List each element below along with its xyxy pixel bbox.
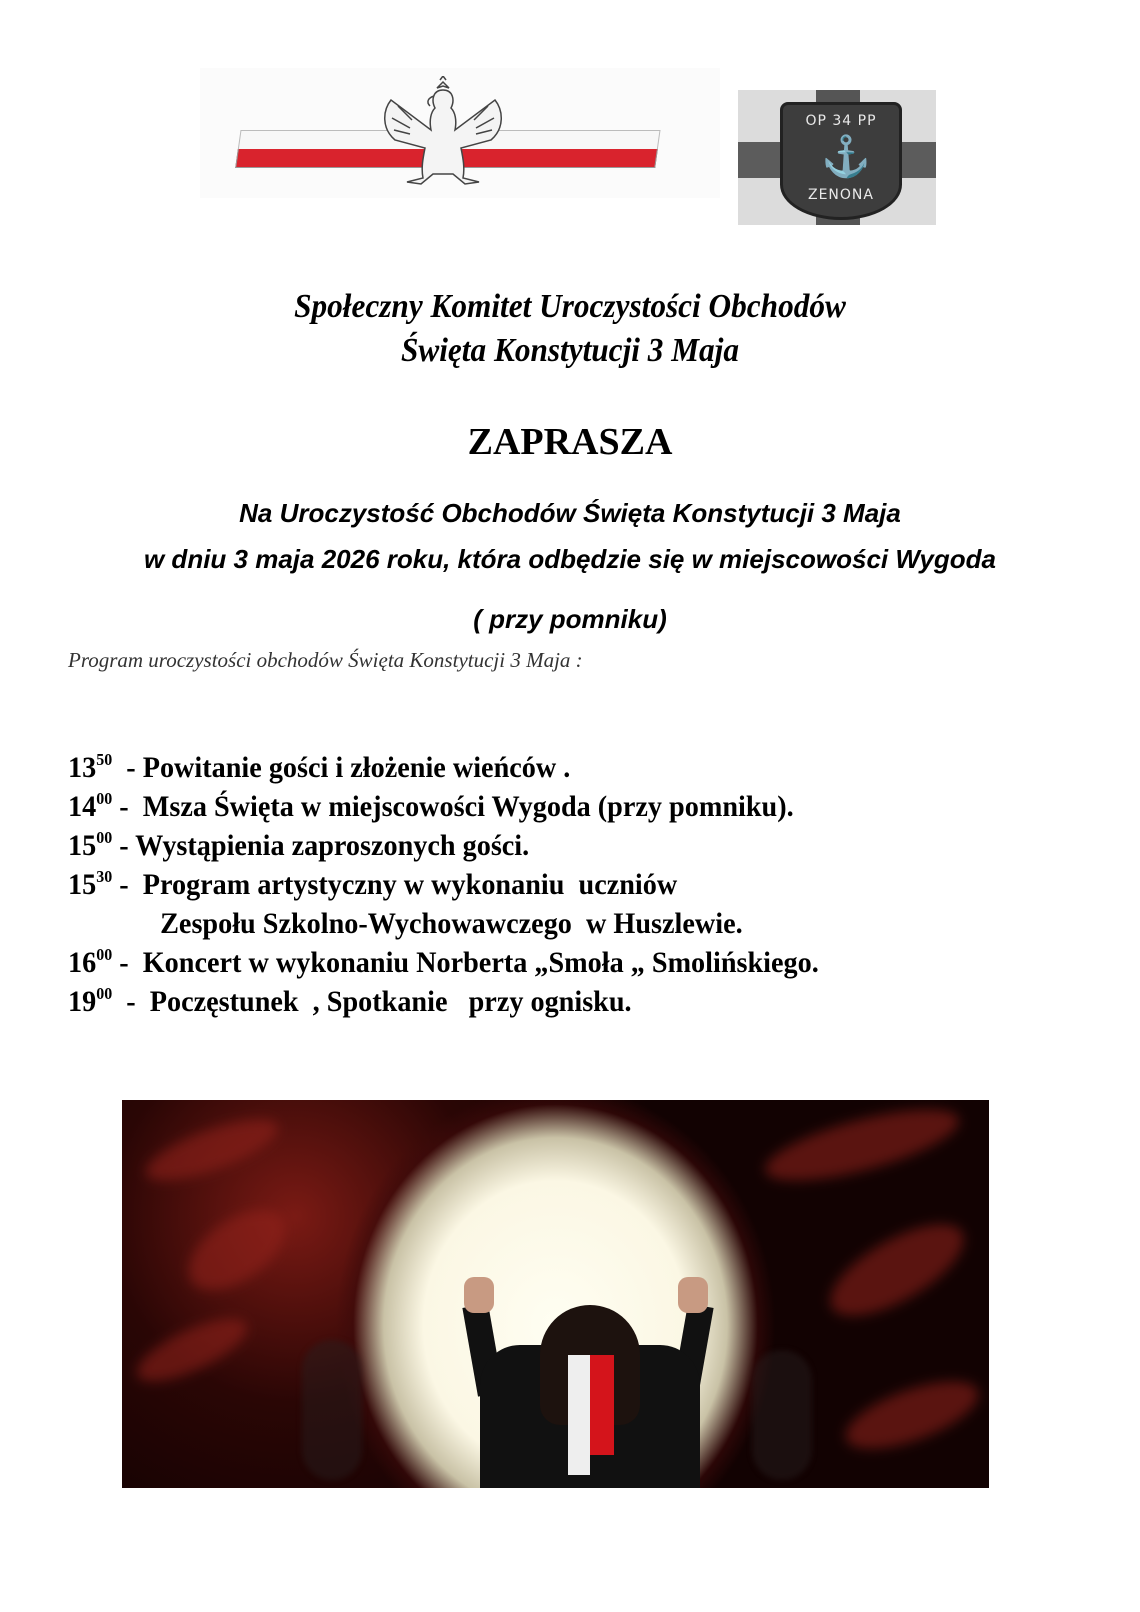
schedule-hour: 16 <box>68 946 97 979</box>
schedule-row <box>68 787 819 826</box>
invite-location: ( przy pomniku) <box>473 604 667 634</box>
white-eagle-icon <box>368 76 518 188</box>
schedule-minute: 00 <box>96 828 113 847</box>
badge-top-text: OP 34 PP <box>805 113 877 129</box>
schedule-minute: 30 <box>96 867 113 886</box>
schedule-separator: - <box>112 751 143 784</box>
schedule-hour: 14 <box>68 790 97 823</box>
invite-line-1: Na Uroczystość Obchodów Święta Konstytucji 3 Maja <box>239 498 901 528</box>
schedule-separator: - <box>112 829 136 862</box>
badge-shield <box>780 102 902 220</box>
schedule-hour: 19 <box>68 985 97 1018</box>
hand-shadow-right <box>752 1350 812 1480</box>
schedule-row-continuation <box>68 904 819 943</box>
concert-photo <box>122 1100 989 1488</box>
schedule-separator: - <box>112 985 150 1018</box>
schedule-row <box>68 943 819 982</box>
schedule-hour: 15 <box>68 868 97 901</box>
schedule-separator: - <box>112 946 143 979</box>
schedule-row <box>68 748 819 787</box>
program-intro: Program uroczystości obchodów Święta Konstytucji 3 Maja : <box>68 648 583 672</box>
performer-figure <box>440 1305 740 1488</box>
eagle-emblem <box>200 68 720 198</box>
schedule-text: Wystąpienia zaproszonych gości. <box>135 829 530 862</box>
schedule-text: Program artystyczny w wykonaniu uczniów <box>142 868 678 901</box>
schedule-row <box>68 826 819 865</box>
schedule-separator: - <box>112 790 143 823</box>
invite-details <box>0 490 1140 642</box>
committee-heading <box>46 285 1095 373</box>
schedule-text: Koncert w wykonaniu Norberta „Smoła „ Smolińskiego. <box>142 946 819 979</box>
schedule-minute: 00 <box>96 945 113 964</box>
schedule-text: Poczęstunek , Spotkanie przy ognisku. <box>149 985 632 1018</box>
flag-white <box>568 1355 590 1475</box>
kotwica-anchor-icon: ⚓ <box>821 133 871 180</box>
badge-bottom-text: ZENONA <box>808 187 874 203</box>
program-schedule <box>68 748 819 1021</box>
schedule-hour: 15 <box>68 829 97 862</box>
raised-hand-right <box>678 1277 708 1313</box>
committee-line-1: Społeczny Komitet Uroczystości Obchodów <box>294 288 846 325</box>
schedule-row <box>68 865 819 904</box>
schedule-minute: 50 <box>96 750 113 769</box>
schedule-row <box>68 982 819 1021</box>
schedule-text: Powitanie gości i złożenie wieńców . <box>142 751 571 784</box>
invite-line-2: w dniu 3 maja 2026 roku, która odbędzie się w miejscowości Wygoda <box>143 544 996 574</box>
hand-shadow-left <box>302 1340 362 1480</box>
committee-line-2: Święta Konstytucji 3 Maja <box>400 332 740 369</box>
schedule-minute: 00 <box>96 984 113 1003</box>
schedule-text: Zespołu Szkolno-Wychowawczego w Huszlewie. <box>160 907 743 940</box>
schedule-separator: - <box>112 868 143 901</box>
zenona-badge-emblem <box>738 90 936 225</box>
invite-title: ZAPRASZA <box>467 421 673 463</box>
schedule-minute: 00 <box>96 789 113 808</box>
schedule-hour: 13 <box>68 751 97 784</box>
flag-red <box>590 1355 614 1455</box>
raised-hand-left <box>464 1277 494 1313</box>
schedule-text: Msza Święta w miejscowości Wygoda (przy pomniku). <box>142 790 794 823</box>
